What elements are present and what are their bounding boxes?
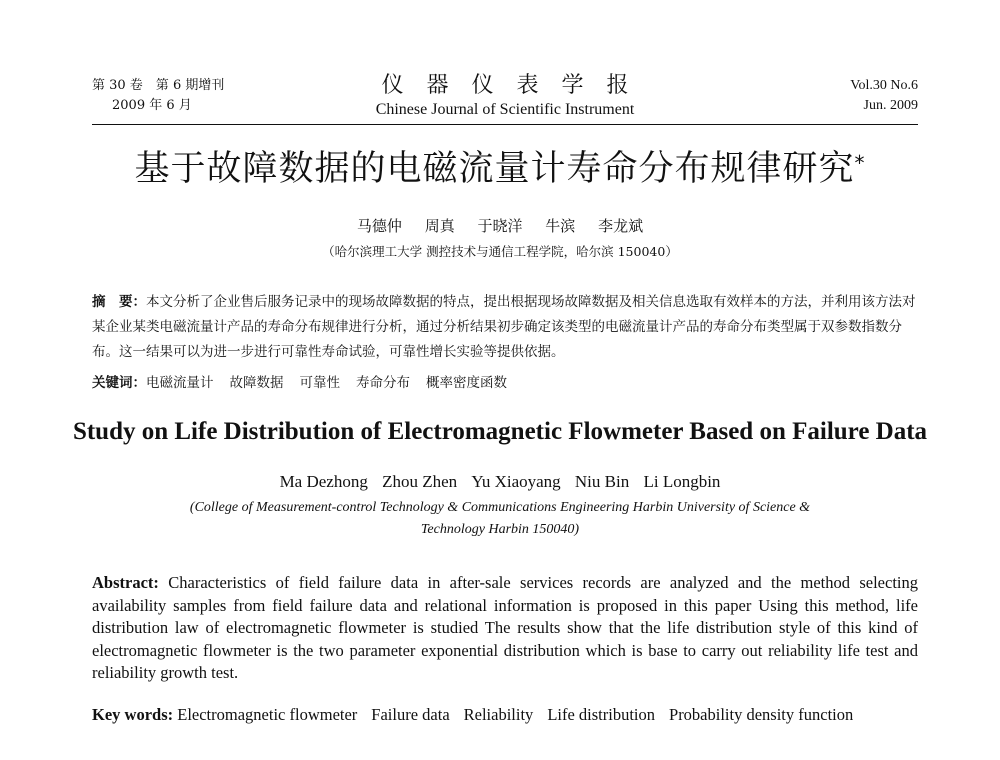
keyword-en: Electromagnetic flowmeter [177,705,358,724]
paper-title-cn [0,146,1000,192]
keyword-cn: 可靠性 [299,375,340,391]
author-cn: 李龙斌 [598,217,644,235]
keyword-en: Probability density function [669,705,854,724]
keyword-en: Failure data [371,705,450,724]
author-en: Yu Xiaoyang [471,472,561,491]
keyword-cn: 电磁流量计 [146,375,214,391]
author-en: Li Longbin [643,472,721,491]
journal-header [92,72,918,125]
author-cn: 牛滨 [545,217,576,235]
keyword-cn: 故障数据 [229,375,284,391]
header-right [850,76,918,116]
keywords-en [92,703,918,727]
authors-en [0,470,1000,494]
keyword-cn: 寿命分布 [356,375,410,391]
date-cn: 2009 年 6 月 [112,98,192,113]
authors-cn [0,215,1000,237]
abstract-cn-text: 本文分析了企业售后服务记录中的现场故障数据的特点，提出根据现场故障数据及相关信息选取有效样本的方法，并利用该方法对某企业某类电磁流量计产品的寿命分布规律进行分析，通过分析结果初步确定该类型的电磁流量计产品的寿命分布类型属于双参数指数分布。这一结果可以为进一步进行可靠性寿命试验，可靠性增长实验等提供依据。 [92,294,916,360]
keywords-cn-label: 关键词： [92,375,146,391]
author-en: Ma Dezhong [279,472,368,491]
volume-issue: 第 30 卷 第 6 期增刊 [92,78,225,93]
abstract-en-text: Characteristics of field failure data in after-sale services records are analyzed and the method selecting availability samples from field failure data and relational information is proposed in this paper Using this method, life distribution law of electromagnetic flowmeter is studied The results show that the life distribution style of this kind of electromagnetic flowmeter is the two parameter exponential distribution which is base to carry out reliability life test and reliability growth test. [92,573,918,683]
date-en: Jun. 2009 [863,98,918,113]
affiliation-cn: （哈尔滨理工大学 测控技术与通信工程学院，哈尔滨 150040） [322,244,678,259]
journal-title-en: Chinese Journal of Scientific Instrument [375,101,635,118]
header-center [92,72,918,120]
volume-en: Vol.30 No.6 [850,78,918,93]
author-cn: 于晓洋 [477,217,523,235]
keyword-cn: 概率密度函数 [426,375,507,391]
abstract-cn-label: 摘 要： [92,294,146,310]
abstract-cn [92,290,918,365]
author-cn: 马德仲 [356,217,402,235]
paper-title-en: Study on Life Distribution of Electromagnetic Flowmeter Based on Failure Data [72,418,928,445]
author-en: Zhou Zhen [382,472,458,491]
author-cn: 周真 [424,217,455,235]
author-en: Niu Bin [574,472,630,491]
keywords-en-label: Key words: [92,705,174,724]
keyword-en: Reliability [463,705,534,724]
journal-title-cn: 仪器仪表学报 [381,73,652,98]
keyword-en: Life distribution [547,705,656,724]
affiliation-en: (College of Measurement-control Technology & Communications Engineering Harbin University of Science & Technology Harbin 150040) [189,500,811,537]
abstract-en-label: Abstract: [92,573,159,592]
abstract-en [92,572,918,685]
keywords-cn [92,373,918,393]
paper-title-cn-text: 基于故障数据的电磁流量计寿命分布规律研究 [134,149,855,189]
title-footnote-mark: * [854,151,866,175]
